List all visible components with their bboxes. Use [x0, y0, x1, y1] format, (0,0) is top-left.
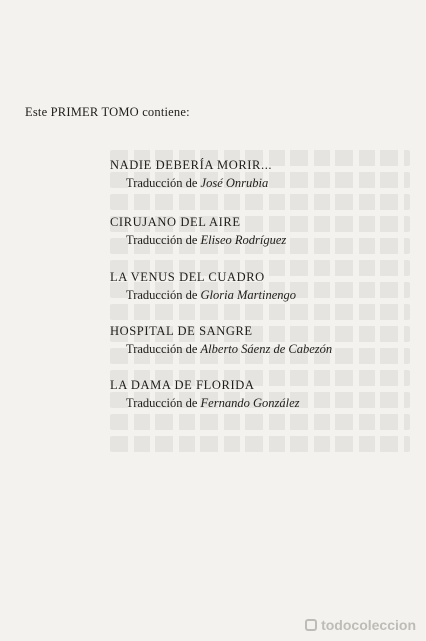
entry-title: LA VENUS DEL CUADRO	[110, 270, 265, 284]
entry-title: CIRUJANO DEL AIRE	[110, 215, 241, 229]
entry-translation	[110, 340, 332, 358]
translator-name: Gloria Martinengo	[200, 288, 297, 302]
translation-prefix: Traducción de	[126, 396, 198, 410]
watermark-logo-icon	[305, 619, 317, 631]
translator-name: Alberto Sáenz de Cabezón	[200, 342, 333, 356]
contents-entry	[110, 213, 286, 249]
translator-name: José Onrubia	[200, 176, 269, 190]
watermark-text: todocoleccion	[321, 617, 416, 633]
show-through-texture	[110, 150, 410, 470]
entry-translation	[110, 231, 286, 249]
contents-entry	[110, 268, 296, 304]
translator-name: Fernando González	[200, 396, 300, 410]
translation-prefix: Traducción de	[126, 288, 198, 302]
contents-entry	[110, 322, 332, 358]
entry-title: NADIE DEBERÍA MORIR...	[110, 158, 273, 172]
entry-title: LA DAMA DE FLORIDA	[110, 378, 255, 392]
entry-translation	[110, 174, 272, 192]
contents-intro: Este PRIMER TOMO contiene:	[25, 105, 190, 119]
contents-entry	[110, 156, 272, 192]
translation-prefix: Traducción de	[126, 233, 198, 247]
entry-translation	[110, 286, 296, 304]
translation-prefix: Traducción de	[126, 342, 198, 356]
entry-title: HOSPITAL DE SANGRE	[110, 324, 253, 338]
contents-entry	[110, 376, 299, 412]
translator-name: Eliseo Rodríguez	[200, 233, 287, 247]
entry-translation	[110, 394, 299, 412]
watermark	[305, 617, 416, 633]
translation-prefix: Traducción de	[126, 176, 198, 190]
